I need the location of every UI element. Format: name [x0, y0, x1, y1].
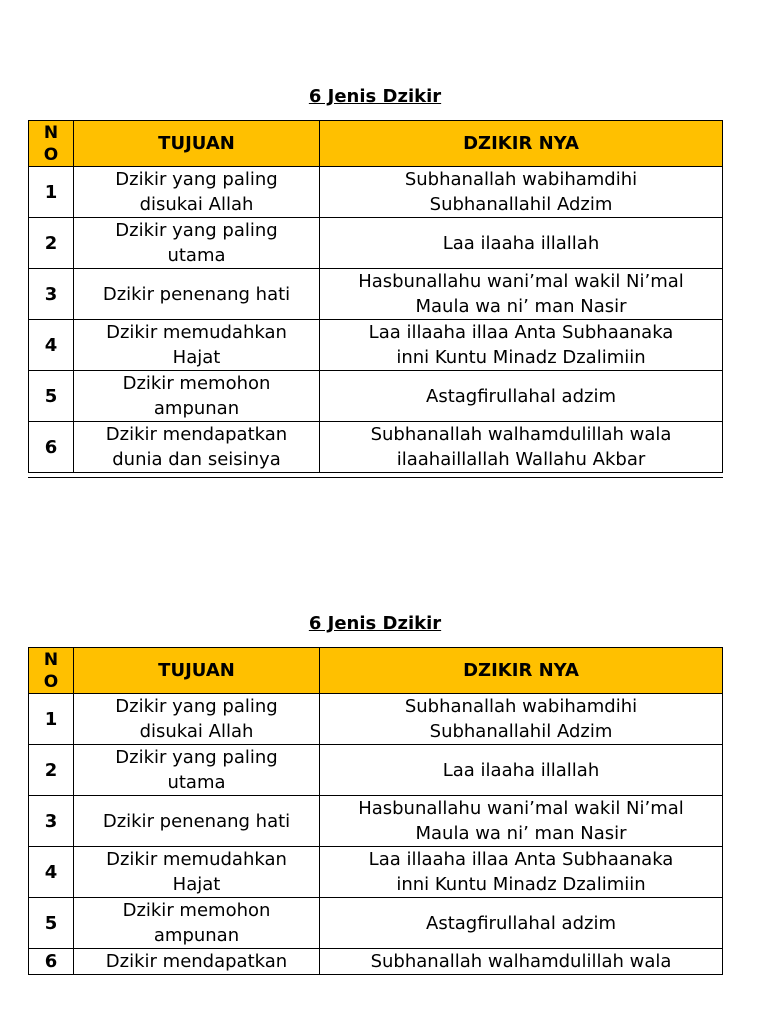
header-no-line2: O — [43, 671, 59, 692]
row-dzikir — [320, 269, 723, 320]
row-tujuan — [74, 167, 320, 218]
tujuan-line: disukai Allah — [139, 721, 254, 742]
tujuan-line: Dzikir yang paling — [115, 169, 278, 190]
table-row — [29, 796, 723, 847]
dzikir-line: inni Kuntu Minadz Dzalimiin — [396, 347, 646, 368]
dzikir-line: Subhanallah walhamdulillah wala — [370, 424, 672, 445]
tujuan-line: ampunan — [153, 925, 240, 946]
row-dzikir — [320, 898, 723, 949]
dzikir-line: ilaahaillallah Wallahu Akbar — [396, 449, 646, 470]
dzikir-line: Hasbunallahu wani’mal wakil Ni’mal — [358, 798, 684, 819]
dzikir-line: Hasbunallahu wani’mal wakil Ni’mal — [358, 271, 684, 292]
dzikir-line: Subhanallah wabihamdihi — [404, 696, 638, 717]
row-dzikir — [320, 847, 723, 898]
dzikir-section-1 — [28, 84, 722, 478]
table-wrapper — [28, 647, 723, 975]
dzikir-line: Astagfirullahal adzim — [426, 912, 616, 934]
tujuan-line: dunia dan seisinya — [112, 449, 281, 470]
tujuan-line: Hajat — [172, 874, 221, 895]
row-number: 5 — [29, 371, 74, 422]
row-dzikir — [320, 218, 723, 269]
row-tujuan — [74, 694, 320, 745]
header-no-line1: N — [43, 122, 59, 143]
row-number: 4 — [29, 847, 74, 898]
table-row — [29, 218, 723, 269]
header-dzikir: DZIKIR NYA — [320, 648, 723, 694]
header-no-line2: O — [43, 144, 59, 165]
dzikir-line: Subhanallah wabihamdihi — [404, 169, 638, 190]
table-header-row — [29, 648, 723, 694]
header-tujuan: TUJUAN — [74, 648, 320, 694]
dzikir-line: Laa illaaha illaa Anta Subhaanaka — [368, 322, 674, 343]
tujuan-line: disukai Allah — [139, 194, 254, 215]
dzikir-line: Laa illaaha illaa Anta Subhaanaka — [368, 849, 674, 870]
table-row — [29, 320, 723, 371]
row-dzikir — [320, 796, 723, 847]
row-dzikir — [320, 422, 723, 473]
dzikir-line: Laa ilaaha illallah — [442, 232, 600, 254]
table-wrapper — [28, 120, 723, 478]
tujuan-line: utama — [167, 245, 226, 266]
row-dzikir — [320, 167, 723, 218]
tujuan-line: Dzikir memudahkan — [106, 322, 287, 343]
row-tujuan — [74, 320, 320, 371]
row-tujuan — [74, 371, 320, 422]
header-no — [29, 648, 74, 694]
row-number: 2 — [29, 745, 74, 796]
dzikir-line: Maula wa ni’ man Nasir — [415, 296, 627, 317]
header-tujuan: TUJUAN — [74, 121, 320, 167]
tujuan-line: Dzikir mendapatkan — [105, 951, 288, 972]
table-row — [29, 422, 723, 473]
row-number: 2 — [29, 218, 74, 269]
tujuan-line: ampunan — [153, 398, 240, 419]
tujuan-line: Dzikir memohon — [122, 900, 271, 921]
tujuan-line: Dzikir yang paling — [115, 220, 278, 241]
dzikir-section-2 — [28, 611, 722, 975]
row-number: 1 — [29, 167, 74, 218]
tujuan-line: Dzikir memohon — [122, 373, 271, 394]
table-row — [29, 371, 723, 422]
row-number: 6 — [29, 949, 74, 976]
tujuan-line: Dzikir yang paling — [115, 696, 278, 717]
tujuan-line: Hajat — [172, 347, 221, 368]
row-number: 4 — [29, 320, 74, 371]
row-dzikir — [320, 694, 723, 745]
header-dzikir: DZIKIR NYA — [320, 121, 723, 167]
row-tujuan — [74, 422, 320, 473]
table-row — [29, 949, 723, 976]
dzikir-line: inni Kuntu Minadz Dzalimiin — [396, 874, 646, 895]
table-row — [29, 745, 723, 796]
header-no — [29, 121, 74, 167]
row-number: 1 — [29, 694, 74, 745]
tujuan-line: Dzikir penenang hati — [102, 810, 291, 832]
row-tujuan — [74, 796, 320, 847]
row-tujuan — [74, 847, 320, 898]
row-dzikir — [320, 320, 723, 371]
table-row — [29, 694, 723, 745]
row-number: 3 — [29, 796, 74, 847]
table-row — [29, 167, 723, 218]
table-row — [29, 898, 723, 949]
header-no-line1: N — [43, 649, 59, 670]
dzikir-line: Subhanallahil Adzim — [429, 194, 613, 215]
dzikir-line: Astagfirullahal adzim — [426, 385, 616, 407]
section-title: 6 Jenis Dzikir — [308, 613, 442, 634]
dzikir-line: Maula wa ni’ man Nasir — [415, 823, 627, 844]
row-number: 6 — [29, 422, 74, 473]
row-tujuan — [74, 898, 320, 949]
row-dzikir — [320, 949, 723, 976]
dzikir-line: Subhanallahil Adzim — [429, 721, 613, 742]
dzikir-table — [28, 647, 723, 975]
row-tujuan — [74, 269, 320, 320]
table-row — [29, 847, 723, 898]
section-title: 6 Jenis Dzikir — [308, 86, 442, 107]
dzikir-line: Laa ilaaha illallah — [442, 759, 600, 781]
tujuan-line: Dzikir mendapatkan — [105, 424, 288, 445]
row-tujuan — [74, 745, 320, 796]
table-row — [29, 269, 723, 320]
row-dzikir — [320, 745, 723, 796]
dzikir-table — [28, 120, 723, 473]
table-header-row — [29, 121, 723, 167]
row-dzikir — [320, 371, 723, 422]
tujuan-line: utama — [167, 772, 226, 793]
row-tujuan — [74, 949, 320, 976]
tujuan-line: Dzikir penenang hati — [102, 283, 291, 305]
row-tujuan — [74, 218, 320, 269]
tujuan-line: Dzikir yang paling — [115, 747, 278, 768]
row-number: 5 — [29, 898, 74, 949]
dzikir-line: Subhanallah walhamdulillah wala — [370, 951, 672, 972]
tujuan-line: Dzikir memudahkan — [106, 849, 287, 870]
row-number: 3 — [29, 269, 74, 320]
